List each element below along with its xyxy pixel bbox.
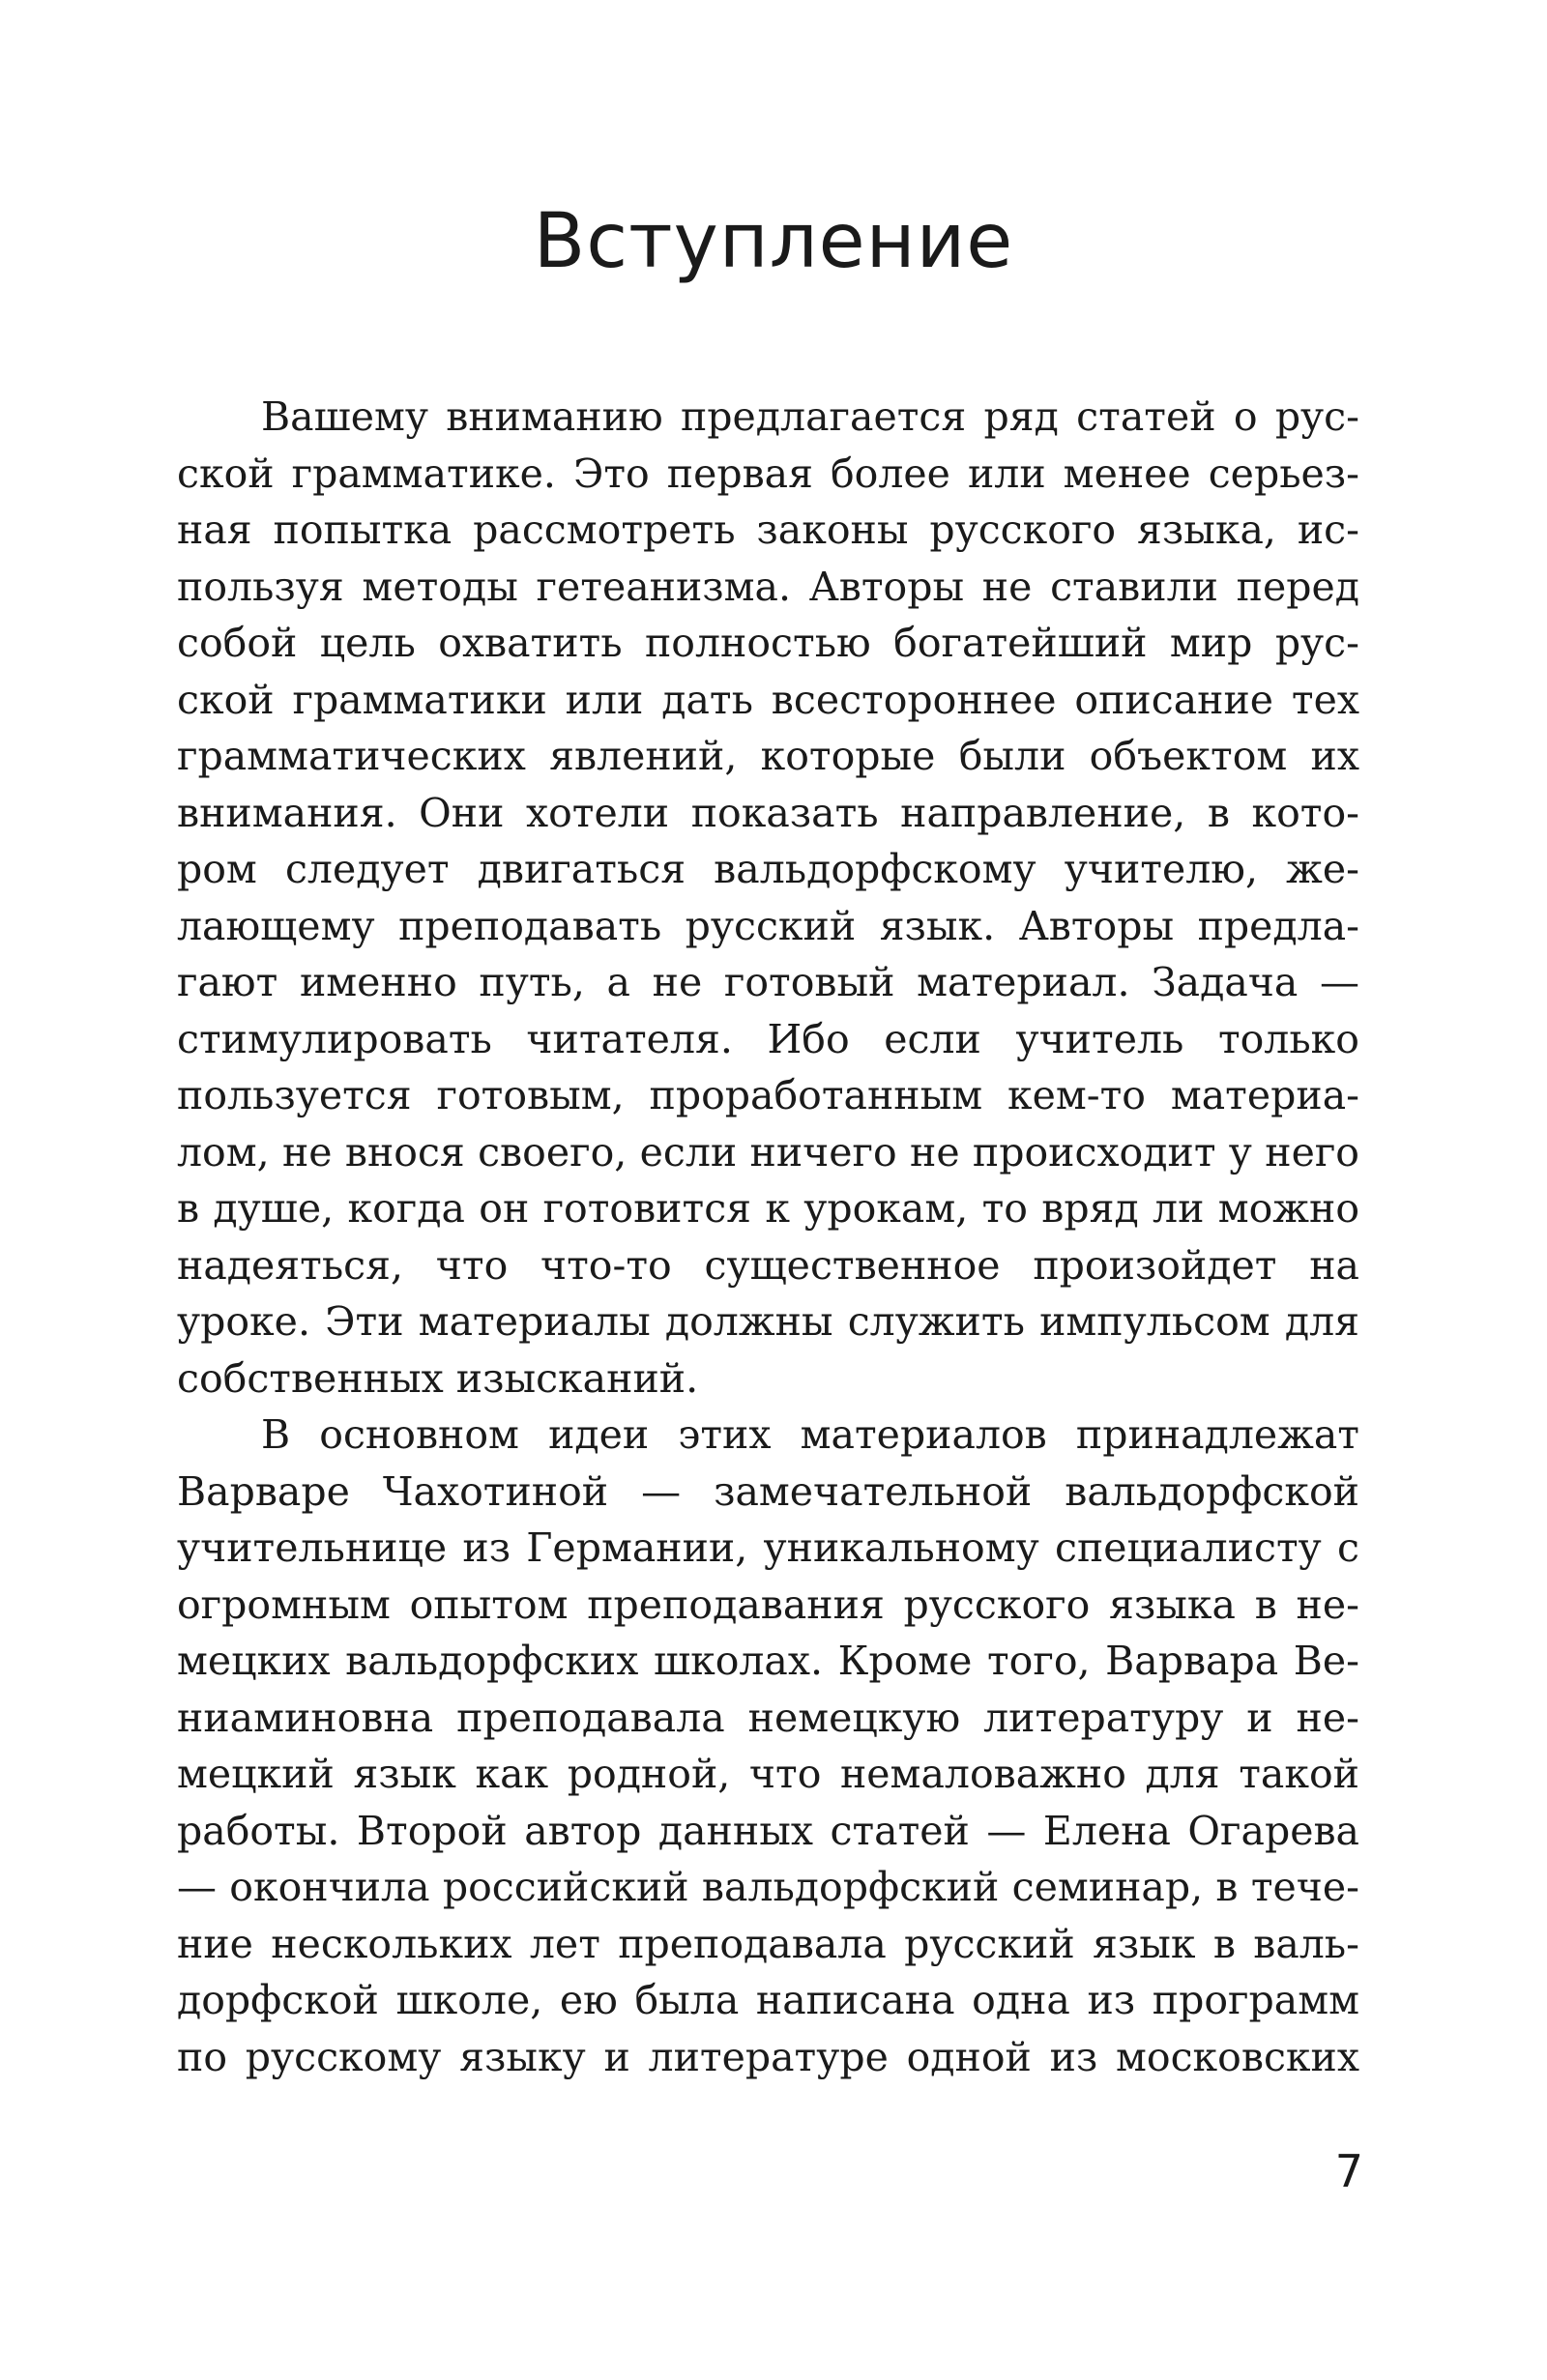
text-line: огромным опытом преподавания русского языка в не- — [177, 1581, 1359, 1628]
text-line: В основном идеи этих материалов принадлежат — [261, 1411, 1359, 1458]
text-line: стимулировать читателя. Ибо если учитель только — [177, 1015, 1359, 1062]
text-line: ние нескольких лет преподавала русский язык в валь- — [177, 1920, 1359, 1967]
text-line: Варваре Чахотиной — замечательной вальдорфской — [177, 1467, 1359, 1515]
chapter-title: Вступление — [533, 198, 1014, 285]
text-line: грамматических явлений, которые были объектом их — [177, 733, 1359, 779]
text-line: пользуется готовым, проработанным кем-то материа- — [177, 1072, 1359, 1118]
text-line: собой цель охватить полностью богатейший мир рус- — [177, 620, 1359, 666]
text-line: пользуя методы гетеанизма. Авторы не ставили перед — [177, 563, 1359, 610]
text-line: ской грамматики или дать всестороннее описание тех — [177, 676, 1359, 723]
text-line: учительнице из Германии, уникальному специалисту с — [177, 1524, 1359, 1571]
text-line: ром следует двигаться вальдорфскому учителю, же- — [177, 846, 1359, 892]
text-line: лающему преподавать русский язык. Авторы предла- — [177, 902, 1359, 949]
text-line: мецкий язык как родной, что немаловажно для такой — [177, 1751, 1359, 1797]
text-line: гают именно путь, а не готовый материал. Задача — — [177, 959, 1359, 1005]
text-line: надеяться, что что-то существенное произойдет на — [177, 1241, 1359, 1289]
paragraph-1 — [177, 389, 1359, 1407]
text-line: — окончила российский вальдорфский семинар, в тече- — [177, 1864, 1359, 1910]
text-line: ниаминовна преподавала немецкую литературу и не- — [177, 1694, 1359, 1741]
body-text — [177, 389, 1359, 2085]
text-line: мецких вальдорфских школах. Кроме того, Варвара Ве- — [177, 1638, 1359, 1684]
text-line: в душе, когда он готовится к урокам, то вряд ли можно — [177, 1185, 1359, 1232]
page-number: 7 — [1334, 2145, 1363, 2197]
text-line: внимания. Они хотели показать направление, в кото- — [177, 789, 1359, 836]
text-line: ской грамматике. Это первая более или менее серьез- — [177, 450, 1359, 497]
text-line: по русскому языку и литературе одной из московских — [177, 2033, 1359, 2080]
paragraph-2 — [177, 1407, 1359, 2085]
text-line: Вашему вниманию предлагается ряд статей о рус- — [261, 393, 1359, 440]
text-line: работы. Второй автор данных статей — Елена Огарева — [177, 1807, 1359, 1854]
text-line: лом, не внося своего, если ничего не происходит у него — [177, 1128, 1359, 1175]
text-line: уроке. Эти материалы должны служить импульсом для — [177, 1298, 1359, 1345]
text-line: дорфской школе, ею была написана одна из программ — [177, 1977, 1359, 2023]
text-line: ная попытка рассмотреть законы русского языка, ис- — [177, 507, 1359, 553]
text-line: собственных изысканий. — [177, 1354, 699, 1402]
